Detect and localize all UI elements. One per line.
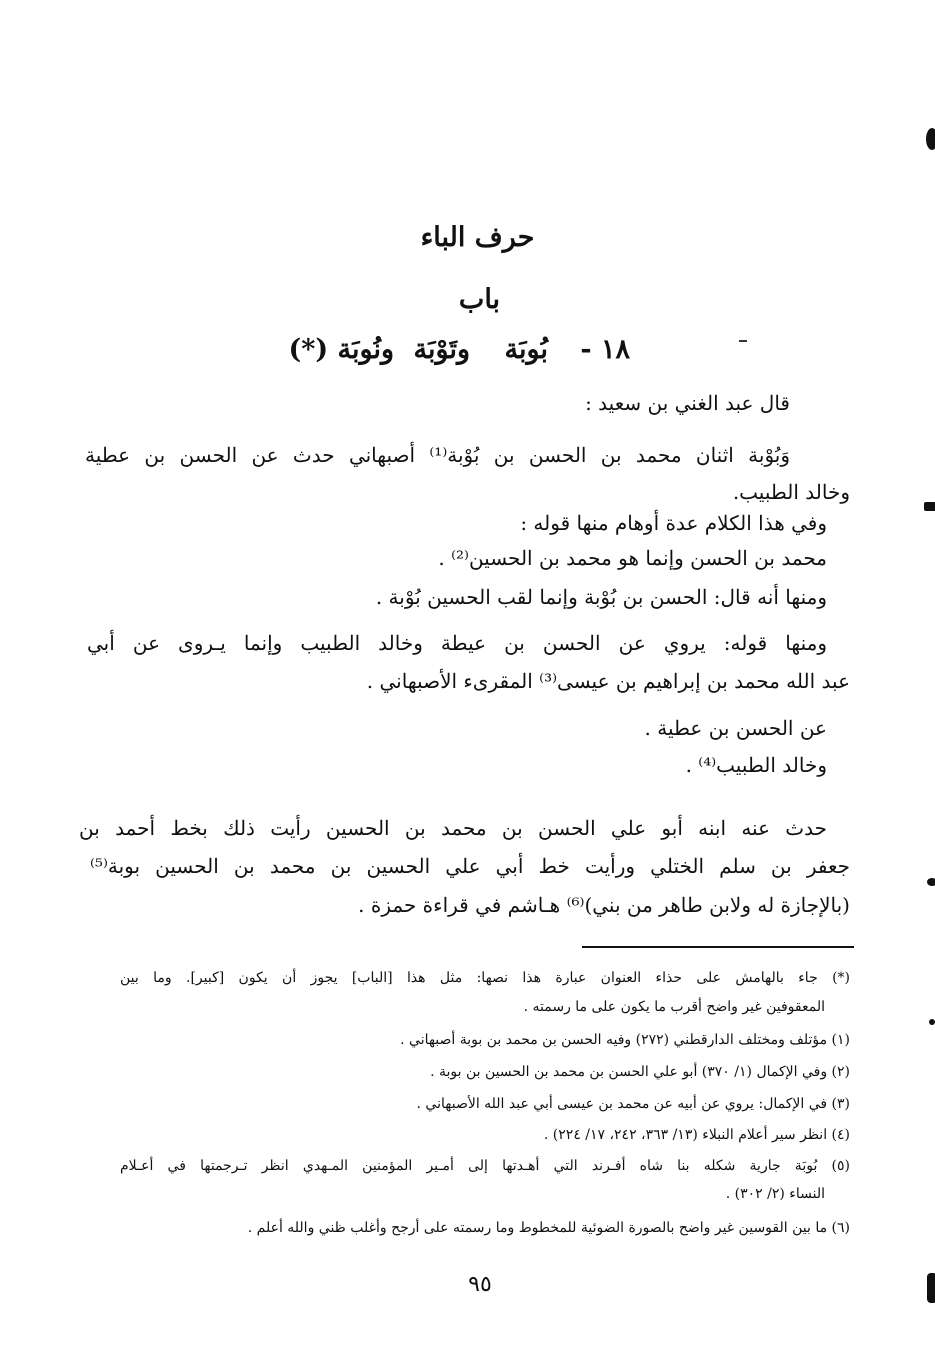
entry-title	[288, 334, 630, 376]
edge-mark-1	[926, 128, 935, 150]
body-line-13: (بالإجازة له ولابن طاهر من بني)⁽⁶⁾ هـاشم في قراءة حمزة .	[358, 893, 850, 917]
body-line-12: جعفر بن سلم الختلي ورأيت خط أبي علي الحسين بن محمد بن الحسين بوبة⁽⁵⁾	[90, 854, 850, 878]
footnote-1: (١) مؤتلف ومختلف الدارقطني (٢٧٢) وفيه الحسن بن محمد بن بوبة أصبهاني .	[400, 1032, 850, 1048]
footnote-5-line-2: النساء (٢/ ٣٠٢) .	[725, 1186, 825, 1202]
body-line-3: وخالد الطبيب.	[732, 480, 850, 504]
letter-heading: حرف الباء	[420, 222, 535, 253]
edge-mark-5	[927, 1273, 935, 1303]
body-line-7: ومنها قوله: يروي عن الحسن بن عيطة وخالد الطبيب وإنما يـروى عن أبي	[87, 631, 827, 655]
edge-mark-4	[929, 1019, 935, 1025]
stray-dash-mark	[739, 340, 747, 342]
entry-number: ١٨ -	[580, 334, 630, 365]
footnote-5-line-1: (٥) بُوبَة جارية شكله بنا شاه أفـرند التي أهـدتها إلى أمـير المؤمنين المـهدي انظر تـرجمتها في أعـلام	[120, 1158, 850, 1174]
body-line-6: ومنها أنه قال: الحسن بن بُوْبة وإنما لقب الحسين بُوْبة .	[375, 585, 827, 609]
footnote-4: (٤) انظر سير أعلام النبلاء (١٣/ ٣٦٣، ٢٤٢، ١٧/ ٢٢٤) .	[543, 1127, 850, 1143]
body-line-11: حدث عنه ابنه أبو علي الحسن بن محمد بن الحسين رأيت ذلك بخط أحمد بن	[79, 816, 827, 840]
edge-mark-3	[927, 878, 935, 886]
body-line-5: محمد بن الحسن وإنما هو محمد بن الحسين⁽²⁾ .	[438, 546, 827, 570]
body-line-1: قال عبد الغني بن سعيد :	[585, 391, 790, 415]
page-number: ٩٥	[468, 1272, 492, 1297]
footnote-3: (٣) في الإكمال: يروي عن أبيه عن محمد بن عيسى أبي عبد الله الأصبهاني .	[416, 1096, 850, 1112]
entry-word-1: بُوبَة	[504, 334, 548, 365]
entry-word-2: وتَوْبَة	[413, 334, 470, 365]
edge-mark-2	[924, 502, 935, 511]
footnote-star-line-1: (*) جاء بالهامش على حذاء العنوان عبارة هذا نصها: مثل هذا [الباب] يجوز أن يكون [كبير]. وما بين	[120, 970, 850, 986]
footnote-6: (٦) ما بين القوسين غير واضح بالصورة الضوئية للمخطوط وما رسمته على أرجح وأغلب ظني والله أعلم .	[247, 1220, 850, 1236]
body-line-9: عن الحسن بن عطية .	[644, 716, 827, 740]
section-heading: باب	[458, 284, 501, 315]
body-line-8: عبد الله محمد بن إبراهيم بن عيسى⁽³⁾ المقرىء الأصبهاني .	[366, 669, 850, 693]
body-line-10: وخالد الطبيب⁽⁴⁾ .	[685, 753, 827, 777]
entry-word-3: ونُوبَة (*)	[288, 334, 394, 365]
footnote-star-line-2: المعقوفين غير واضح أقرب ما يكون على ما رسمته .	[523, 999, 825, 1015]
body-line-2: وَبُوْبة اثنان محمد بن الحسن بن بُوْبة⁽¹⁾ أصبهاني حدث عن الحسن بن عطية	[85, 443, 790, 467]
footnote-separator	[582, 946, 854, 948]
footnote-2: (٢) وفي الإكمال (١/ ٣٧٠) أبو علي الحسن بن محمد بن الحسين بن بوبة .	[430, 1064, 850, 1080]
body-line-4: وفي هذا الكلام عدة أوهام منها قوله :	[520, 511, 827, 535]
